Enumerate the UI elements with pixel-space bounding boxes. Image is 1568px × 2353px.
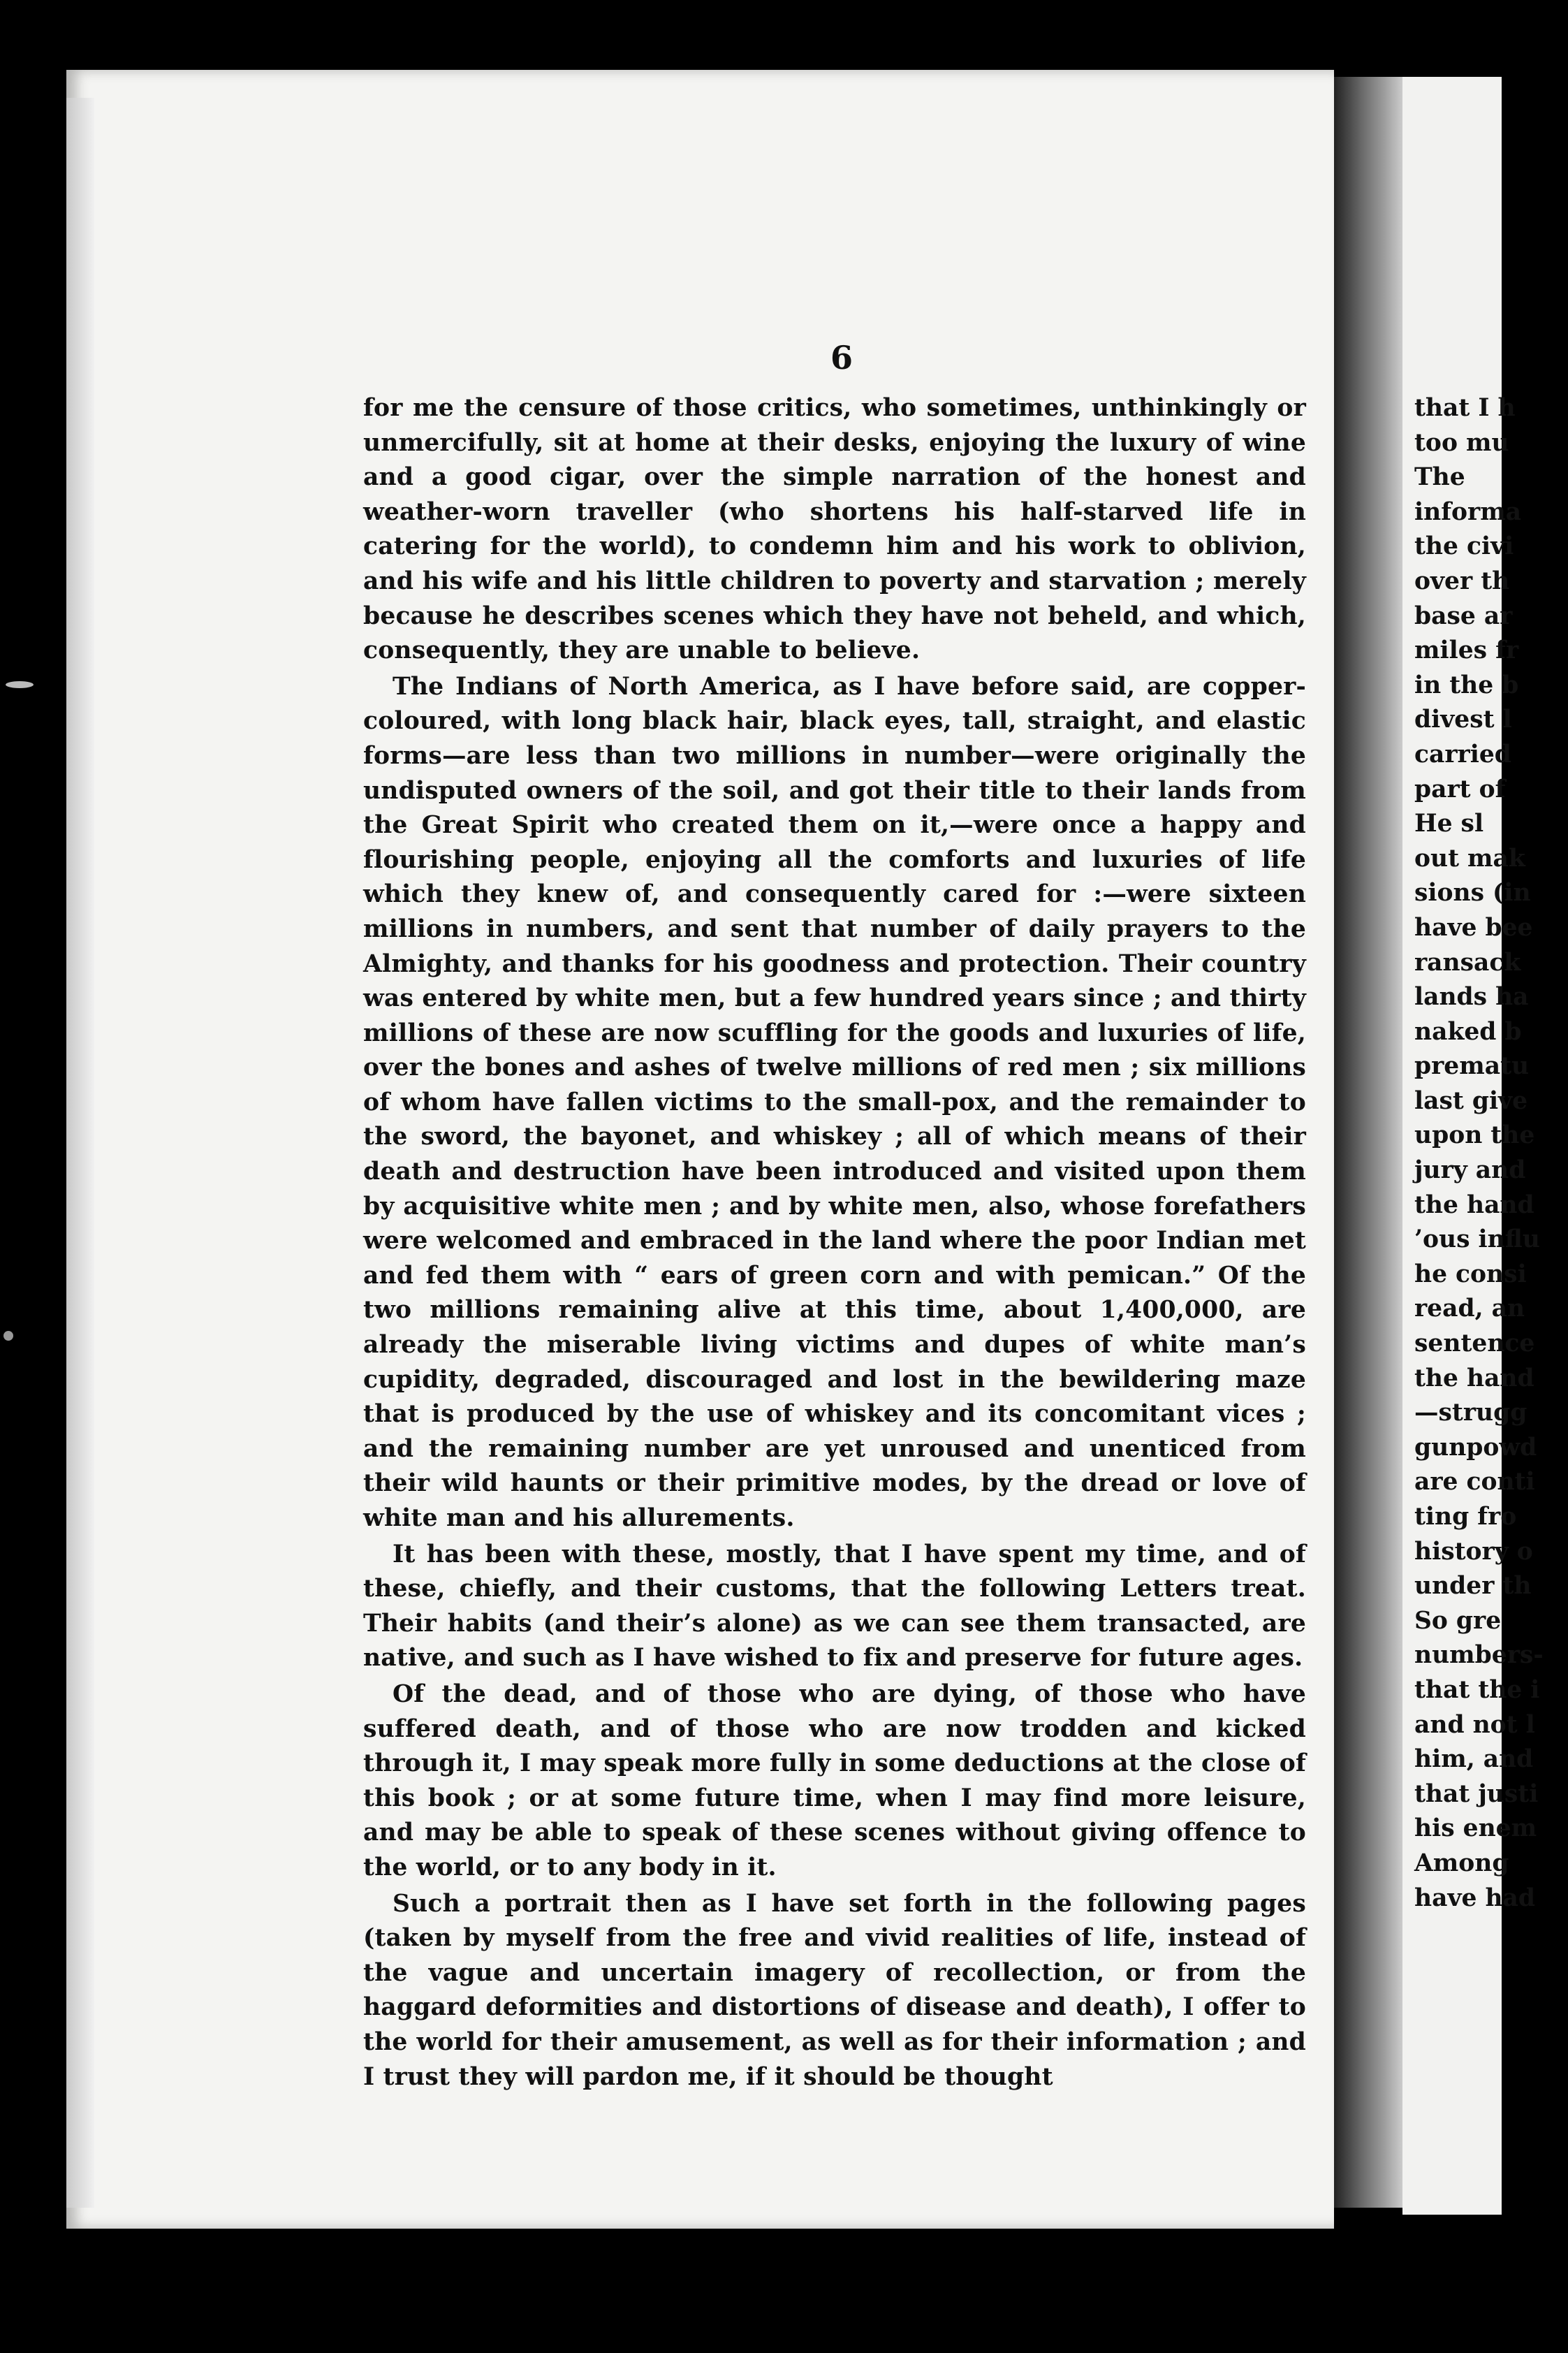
facing-page-line: base ar <box>1414 602 1513 630</box>
facing-page-line: gunpowd <box>1414 1433 1537 1462</box>
facing-page-line: —strugg <box>1414 1399 1527 1427</box>
facing-page-line: lands ha <box>1414 983 1529 1012</box>
page-body <box>363 391 1306 2096</box>
facing-page-line: naked b <box>1414 1017 1522 1046</box>
facing-page-line: have bee <box>1414 913 1533 942</box>
facing-page-line: informa <box>1414 497 1522 526</box>
facing-page-text <box>1414 391 1568 1916</box>
facing-page-line: carried <box>1414 740 1511 768</box>
facing-page-line: ting fro <box>1414 1503 1517 1531</box>
paragraph-2: The Indians of North America, as I have before said, are copper-coloured, with long black hair, black eyes, tall, straight, and elastic forms—are less than two millions in number—were originally the undisputed owners of the soil, and got their title to their lands from the Great Spirit who created them on it,—were once a happy and flourishing people, enjoying all the comforts and luxuries of life which they knew of, and consequently cared for :—were sixteen millions in numbers, and sent that number of daily prayers to the Almighty, and thanks for his goodness and protection. Their country was entered by white men, but a few hundred years since ; and thirty millions of these are now scuffling for the goods and luxuries of life, over the bones and ashes of twelve millions of red men ; six millions of whom have fallen victims to the small-pox, and the remainder to the sword, the bayonet, and whiskey ; all of which means of their death and destruction have been introduced and visited upon them by acquisitive white men ; and by white men, also, whose forefathers were welcomed and embraced in the land where the poor Indian met and fed them with “ ears of green corn and with pemican.” Of the two millions remaining alive at this time, about 1,400,000, are already the miserable living victims and dupes of white man’s cupidity, degraded, discouraged and lost in the bewildering maze that is produced by the use of whiskey and its concomitant vices ; and the remaining number are yet unroused and unenticed from their wild haunts or their primitive modes, by the dread or love of white man and his allurements. <box>363 672 1306 1532</box>
facing-page-line: the civi <box>1414 532 1514 561</box>
facing-page-line: The <box>1414 463 1465 492</box>
facing-page-line: part of <box>1414 775 1506 803</box>
facing-page-line: history o <box>1414 1537 1533 1566</box>
page-number: 6 <box>830 339 853 377</box>
facing-page-line: in the b <box>1414 671 1519 699</box>
facing-page-line: divest l <box>1414 706 1512 734</box>
facing-page-line: sentence <box>1414 1330 1535 1358</box>
facing-page-line: he consi <box>1414 1260 1527 1288</box>
scan-speck <box>6 681 34 688</box>
facing-page-line: too mu <box>1414 428 1509 457</box>
facing-page-line: jury and <box>1414 1156 1526 1185</box>
facing-page-line: upon the <box>1414 1121 1535 1150</box>
facing-page-line: So gre <box>1414 1606 1502 1635</box>
paragraph-5: Such a portrait then as I have set forth in the following pages (taken by myself from the free and vivid realities of life, instead of the vague and uncertain imagery of recollection, or from the haggard deformities and distortions of disease and death), I offer to the world for their amusement, as well as for their information ; and I trust they will pardon me, if it should be thought <box>363 1889 1306 2091</box>
facing-page-line: read, an <box>1414 1295 1525 1323</box>
facing-page-line: Among <box>1414 1849 1509 1877</box>
facing-page-line: out mak <box>1414 844 1525 873</box>
facing-page-line: the hand <box>1414 1190 1534 1219</box>
facing-page-line: over th <box>1414 567 1510 595</box>
facing-page-line: have had <box>1414 1884 1536 1912</box>
scan-speck <box>3 1331 13 1341</box>
book-gutter <box>1334 77 1404 2208</box>
facing-page-line: that justi <box>1414 1779 1539 1808</box>
facing-page-line: ’ous influ <box>1414 1225 1540 1254</box>
paragraph-1: for me the censure of those critics, who sometimes, unthinkingly or unmercifully, sit at home at their desks, enjoying the luxury of wine and a good cigar, over the simple narration of the honest and weather-worn traveller (who shortens his half-starved life in catering for the world), to condemn him and his work to oblivion, and his wife and his little children to poverty and starvation ; merely because he describes scenes which they have not beheld, and which, consequently, they are unable to believe. <box>363 394 1306 665</box>
facing-page-line: the hand <box>1414 1364 1534 1392</box>
facing-page-line: numbers- <box>1414 1641 1544 1670</box>
page-edge-shadow <box>66 98 94 2208</box>
facing-page-line: prematu <box>1414 1052 1530 1081</box>
facing-page-line: him, and <box>1414 1745 1534 1774</box>
facing-page-line: and not l <box>1414 1710 1535 1739</box>
facing-page-line: that the i <box>1414 1675 1540 1704</box>
facing-page-line: last give <box>1414 1086 1528 1115</box>
facing-page-line: under th <box>1414 1572 1532 1601</box>
facing-page-line: his enem <box>1414 1814 1537 1843</box>
paragraph-4: Of the dead, and of those who are dying, of those who have suffered death, and of those who are now trodden and kicked through it, I may speak more fully in some deductions at the close of this book ; or at some future time, when I may find more leisure, and may be able to speak of these scenes without giving offence to the world, or to any body in it. <box>363 1680 1306 1881</box>
paragraph-3: It has been with these, mostly, that I have spent my time, and of these, chiefly, and their customs, that the following Letters treat. Their habits (and their’s alone) as we can see them transacted, are native, and such as I have wished to fix and preserve for future ages. <box>363 1540 1306 1673</box>
facing-page-line: He sl <box>1414 810 1484 838</box>
facing-page-line: ransack <box>1414 948 1521 977</box>
facing-page-line: that I h <box>1414 394 1516 422</box>
facing-page-line: miles fr <box>1414 636 1519 665</box>
facing-page-line: are conti <box>1414 1468 1535 1496</box>
facing-page-line: sions (in <box>1414 879 1531 908</box>
